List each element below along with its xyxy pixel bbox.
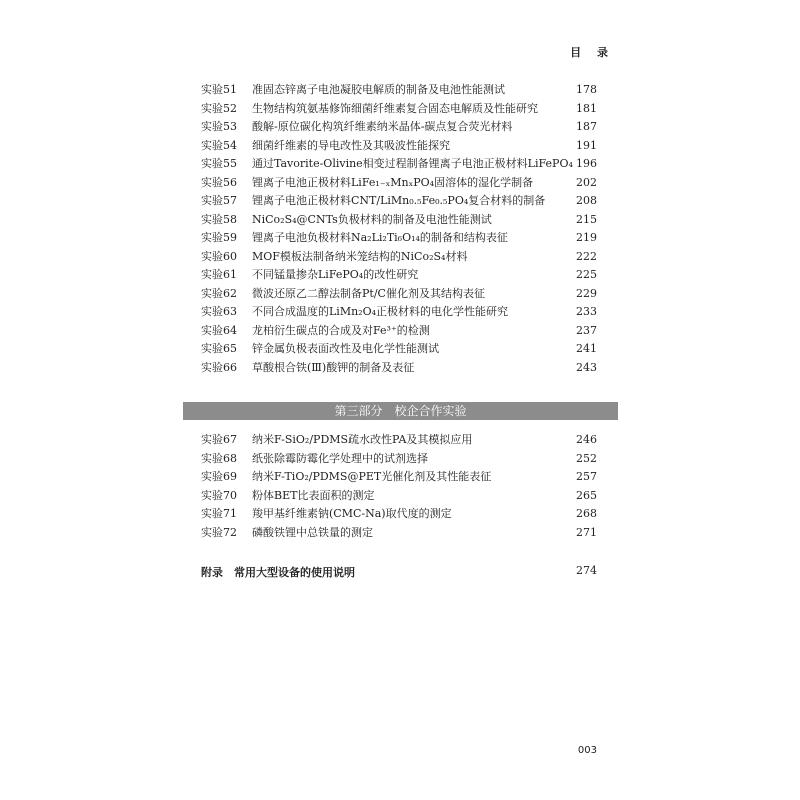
- toc-entry-number: 实验62: [201, 286, 237, 300]
- toc-entry-title: 锂离子电池正极材料CNT/LiMn₀.₅Fe₀.₅PO₄复合材料的制备: [252, 194, 546, 207]
- toc-entry-number: 实验59: [201, 231, 237, 244]
- toc-entry-page: 191: [576, 138, 597, 152]
- toc-entry-page: 243: [576, 360, 597, 374]
- toc-entry-number: 实验72: [201, 525, 237, 539]
- toc-entry-row[interactable]: [0, 174, 800, 193]
- toc-entry-number: 实验58: [201, 212, 237, 226]
- toc-entry-title: 锂离子电池正极材料LiFe₁₋ₓMnₓPO₄固溶体的湿化学制备: [252, 175, 534, 189]
- toc-entry-page: 225: [576, 268, 597, 281]
- toc-entry-page: 237: [576, 323, 597, 337]
- toc-entry-row[interactable]: [0, 100, 800, 119]
- toc-entry-title: 锂离子电池负极材料Na₂Li₂Ti₆O₁₄的制备和结构表征: [252, 231, 508, 244]
- toc-entry-page: 187: [576, 120, 597, 133]
- toc-entry-row[interactable]: [0, 81, 800, 100]
- toc-entry-title: 磷酸铁锂中总铁量的测定: [252, 525, 373, 539]
- toc-entry-page: 202: [576, 175, 597, 189]
- toc-entry-row[interactable]: [0, 303, 800, 322]
- toc-entry-page: 222: [576, 249, 597, 263]
- toc-entry-row[interactable]: [0, 211, 800, 230]
- toc-appendix-row[interactable]: [201, 564, 597, 580]
- toc-part2-list: [0, 81, 800, 377]
- toc-entry-title: 不同锰量掺杂LiFePO₄的改性研究: [252, 268, 419, 281]
- toc-entry-title: NiCo₂S₄@CNTs负极材料的制备及电池性能测试: [252, 212, 492, 226]
- toc-entry-row[interactable]: [0, 266, 800, 285]
- toc-entry-number: 实验52: [201, 101, 237, 115]
- toc-entry-row[interactable]: [0, 505, 800, 524]
- toc-entry-number: 实验57: [201, 194, 237, 207]
- toc-entry-title: 龙柏衍生碳点的合成及对Fe³⁺的检测: [252, 323, 430, 337]
- toc-entry-page: 219: [576, 231, 597, 244]
- toc-entry-title: 微波还原乙二醇法制备Pt/C催化剂及其结构表征: [252, 286, 485, 300]
- toc-entry-row[interactable]: [0, 450, 800, 469]
- toc-entry-title: 不同合成温度的LiMn₂O₄正极材料的电化学性能研究: [252, 305, 509, 318]
- toc-entry-row[interactable]: [0, 248, 800, 267]
- toc-entry-title: MOF模板法制备纳米笼结构的NiCo₂S₄材料: [252, 249, 468, 263]
- toc-entry-title: 锌金属负极表面改性及电化学性能测试: [252, 342, 439, 355]
- toc-entry-title: 细菌纤维素的导电改性及其吸波性能探究: [252, 138, 450, 152]
- toc-entry-row[interactable]: [0, 431, 800, 450]
- toc-entry-title: 酸解-原位碳化构筑纤维素纳米晶体-碳点复合荧光材料: [252, 120, 513, 133]
- toc-entry-title: 草酸根合铁(Ⅲ)酸钾的制备及表征: [252, 360, 415, 374]
- toc-entry-title: 通过Tavorite-Olivine相变过程制备锂离子电池正极材料LiFePO₄: [252, 157, 573, 170]
- toc-entry-page: 196: [576, 157, 597, 170]
- toc-entry-row[interactable]: [0, 118, 800, 137]
- toc-entry-row[interactable]: [0, 359, 800, 378]
- toc-entry-number: 实验53: [201, 120, 237, 133]
- toc-entry-row[interactable]: [0, 468, 800, 487]
- toc-entry-page: 257: [576, 470, 597, 483]
- toc-entry-number: 实验56: [201, 175, 237, 189]
- toc-entry-page: 268: [576, 507, 597, 520]
- toc-entry-row[interactable]: [0, 524, 800, 543]
- toc-entry-title: 生物结构筑氨基修饰细菌纤维素复合固态电解质及性能研究: [252, 101, 538, 115]
- toc-entry-number: 实验71: [201, 507, 237, 520]
- toc-entry-number: 实验60: [201, 249, 237, 263]
- toc-entry-row[interactable]: [0, 285, 800, 304]
- toc-entry-number: 实验66: [201, 360, 237, 374]
- running-head: 目 录: [570, 46, 614, 59]
- toc-entry-title: 羧甲基纤维素钠(CMC-Na)取代度的测定: [252, 507, 452, 520]
- toc-entry-page: 178: [576, 83, 597, 96]
- toc-entry-row[interactable]: [0, 340, 800, 359]
- toc-entry-row[interactable]: [0, 229, 800, 248]
- toc-entry-number: 实验70: [201, 488, 237, 502]
- toc-entry-number: 实验65: [201, 342, 237, 355]
- toc-entry-page: 215: [576, 212, 597, 226]
- toc-entry-number: 实验64: [201, 323, 237, 337]
- toc-entry-row[interactable]: [0, 322, 800, 341]
- toc-entry-number: 实验55: [201, 157, 237, 170]
- toc-entry-row[interactable]: [0, 192, 800, 211]
- toc-entry-number: 实验68: [201, 451, 237, 465]
- toc-entry-page: 208: [576, 194, 597, 207]
- toc-part3-list: [0, 431, 800, 542]
- toc-entry-page: 246: [576, 433, 597, 446]
- section-header-bar: [183, 402, 618, 420]
- toc-entry-number: 实验63: [201, 305, 237, 318]
- toc-entry-number: 实验69: [201, 470, 237, 483]
- toc-entry-page: 252: [576, 451, 597, 465]
- toc-entry-page: 265: [576, 488, 597, 502]
- toc-entry-page: 181: [576, 101, 597, 115]
- toc-entry-page: 233: [576, 305, 597, 318]
- toc-entry-title: 粉体BET比表面积的测定: [252, 488, 375, 502]
- toc-entry-number: 实验54: [201, 138, 237, 152]
- section-title: 第三部分 校企合作实验: [334, 404, 467, 418]
- toc-entry-row[interactable]: [0, 155, 800, 174]
- page-number: 003: [577, 745, 597, 756]
- appendix-page: 274: [576, 564, 597, 577]
- toc-entry-number: 实验67: [201, 433, 237, 446]
- appendix-label: 附录: [201, 566, 223, 579]
- toc-entry-row[interactable]: [0, 487, 800, 506]
- toc-entry-row[interactable]: [0, 137, 800, 156]
- appendix-title: 常用大型设备的使用说明: [234, 566, 355, 579]
- toc-entry-title: 纳米F-SiO₂/PDMS疏水改性PA及其模拟应用: [252, 433, 473, 446]
- toc-entry-number: 实验61: [201, 268, 237, 281]
- toc-entry-title: 纸张除霉防霉化学处理中的试剂选择: [252, 451, 428, 465]
- toc-entry-page: 229: [576, 286, 597, 300]
- toc-entry-title: 纳米F-TiO₂/PDMS@PET光催化剂及其性能表征: [252, 470, 492, 483]
- toc-entry-page: 241: [576, 342, 597, 355]
- toc-entry-page: 271: [576, 525, 597, 539]
- toc-entry-title: 准固态锌离子电池凝胶电解质的制备及电池性能测试: [252, 83, 505, 96]
- toc-entry-number: 实验51: [201, 83, 237, 96]
